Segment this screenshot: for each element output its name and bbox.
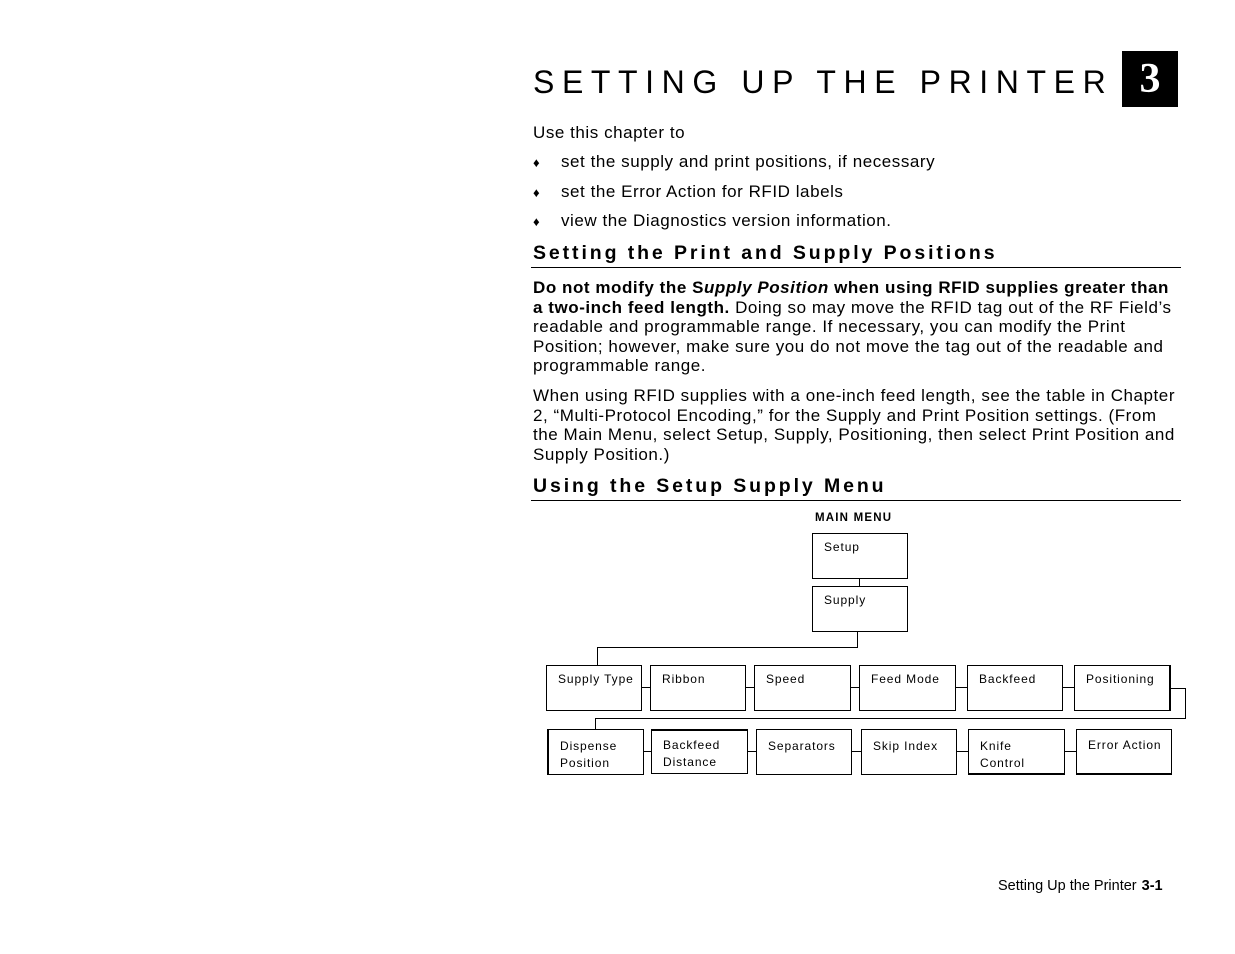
menu-box-line: Separators — [768, 739, 836, 753]
connector-line — [1169, 688, 1186, 689]
menu-box-line: Position — [560, 756, 610, 770]
warning-bold-text: when using RFID supplies greater than a two-inch feed length. — [533, 278, 1169, 317]
section-heading-print-supply: Setting the Print and Supply Positions — [533, 242, 998, 264]
connector-line — [597, 647, 858, 648]
section-heading-setup-supply: Using the Setup Supply Menu — [533, 475, 887, 497]
menu-box-dispense-position — [547, 729, 644, 775]
menu-box-backfeed-distance — [651, 729, 748, 774]
warning-bold-text: Do not modify the S — [533, 278, 704, 297]
warning-bold-italic-text: upply Position — [704, 278, 829, 297]
bullet-item — [533, 152, 935, 173]
section-divider — [531, 267, 1181, 268]
menu-box-line: Skip Index — [873, 739, 939, 753]
bullet-text: view the Diagnostics version information. — [561, 211, 892, 230]
footer-title: Setting Up the Printer — [998, 878, 1137, 894]
menu-box-supply-type: Supply Type — [546, 665, 642, 711]
chapter-title: SETTING UP THE PRINTER — [533, 64, 1114, 100]
menu-box-positioning: Positioning — [1074, 665, 1171, 711]
bullet-text: set the supply and print positions, if necessary — [561, 152, 936, 171]
chapter-number-badge: 3 — [1122, 51, 1178, 107]
menu-box-line: Backfeed — [663, 738, 721, 752]
menu-box-skip-index — [861, 729, 957, 775]
connector-line — [1185, 688, 1186, 719]
connector-line — [857, 631, 858, 648]
warning-paragraph — [533, 278, 1183, 376]
menu-box-error-action — [1076, 729, 1172, 775]
bullet-item — [533, 182, 843, 203]
main-menu-label: MAIN MENU — [815, 512, 893, 524]
menu-box-supply: Supply — [812, 586, 908, 632]
warning-body-text: Doing so may move the RFID tag out of the RF Field’s readable and programmable range. If necessary, you can modify the Print Position; however, make sure you do not move the tag out of the readable and programmable range. — [533, 297, 1172, 376]
menu-box-knife-control — [968, 729, 1065, 775]
bullet-diamond-icon: ♦ — [533, 185, 541, 200]
bullet-diamond-icon: ♦ — [533, 155, 541, 170]
menu-box-feed-mode: Feed Mode — [859, 665, 956, 711]
section-divider — [531, 500, 1181, 501]
menu-box-line: Error Action — [1088, 738, 1162, 752]
rfid-paragraph: When using RFID supplies with a one-inch feed length, see the table in Chapter 2, “Multi-Protocol Encoding,” for the Supply and Print Position settings. (From the Main Menu, select Setup, Supply, Positioning, then select Print Position and Supply Position.) — [533, 386, 1176, 464]
menu-box-line: Knife — [980, 739, 1012, 753]
bullet-text: set the Error Action for RFID labels — [561, 182, 844, 201]
menu-box-backfeed: Backfeed — [967, 665, 1063, 711]
connector-line — [597, 647, 598, 666]
menu-box-ribbon: Ribbon — [650, 665, 746, 711]
menu-box-speed: Speed — [754, 665, 851, 711]
menu-box-line: Distance — [663, 755, 717, 769]
menu-box-line: Control — [980, 756, 1025, 770]
footer-page-number: 3-1 — [1141, 878, 1163, 894]
bullet-item — [533, 211, 892, 232]
menu-box-separators — [756, 729, 852, 775]
menu-box-setup: Setup — [812, 533, 908, 579]
connector-line — [595, 718, 1186, 719]
page-footer — [998, 878, 1163, 894]
menu-box-line: Dispense — [560, 739, 618, 753]
intro-lead: Use this chapter to — [533, 123, 686, 142]
bullet-diamond-icon: ♦ — [533, 214, 541, 229]
